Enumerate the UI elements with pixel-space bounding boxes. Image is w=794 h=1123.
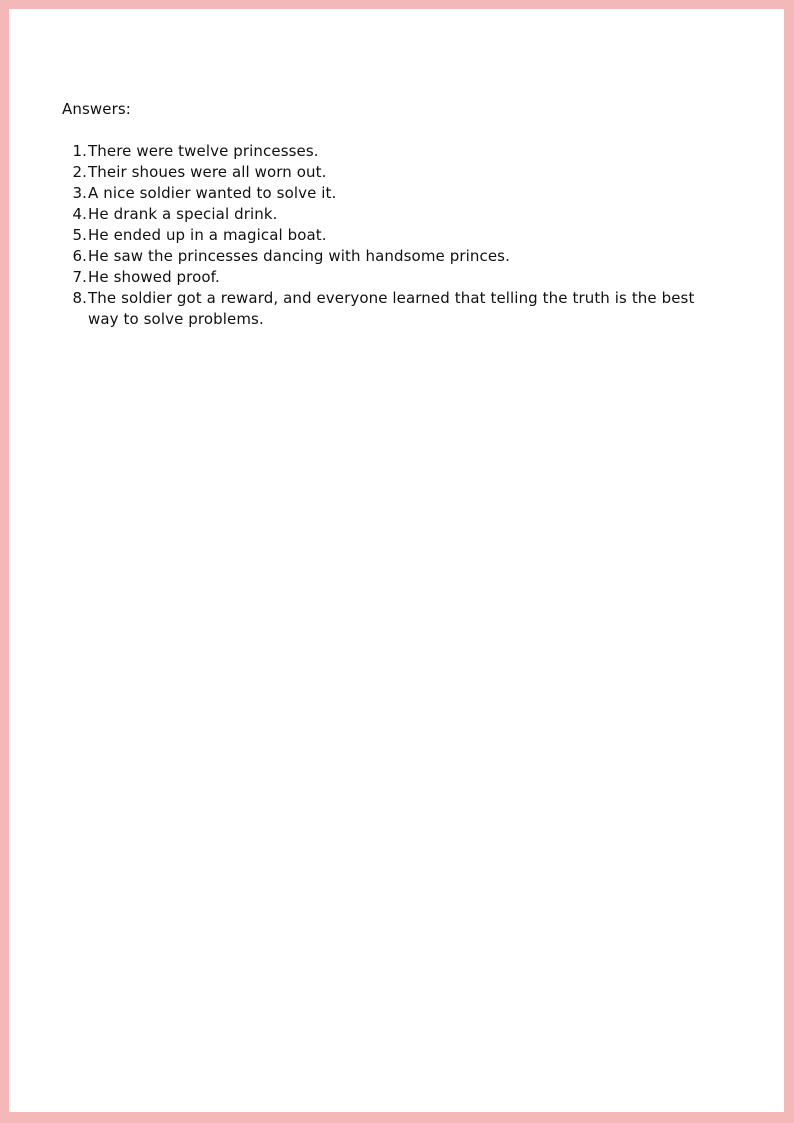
answer-text: He ended up in a magical boat.: [88, 226, 327, 244]
answer-text: Their shoues were all worn out.: [88, 163, 327, 181]
answer-number: 8.: [72, 289, 87, 307]
answer-item-2: [62, 162, 722, 183]
answer-number: 4.: [72, 205, 87, 223]
answer-item-7: [62, 267, 722, 288]
answer-number: 2.: [72, 163, 87, 181]
answers-heading: Answers:: [62, 100, 131, 118]
answers-list: [62, 141, 722, 330]
answer-number: 3.: [72, 184, 87, 202]
answer-number: 5.: [72, 226, 87, 244]
answer-text: He showed proof.: [88, 268, 220, 286]
answer-item-3: [62, 183, 722, 204]
answer-text: There were twelve princesses.: [88, 142, 319, 160]
answer-item-8: [62, 288, 722, 330]
answer-text: A nice soldier wanted to solve it.: [88, 184, 337, 202]
answer-item-1: [62, 141, 722, 162]
answer-text: The soldier got a reward, and everyone learned that telling the truth is the best way to solve problems.: [88, 289, 695, 328]
answer-number: 1.: [72, 142, 87, 160]
answer-number: 7.: [72, 268, 87, 286]
answer-sheet: [9, 9, 784, 1112]
answer-item-6: [62, 246, 722, 267]
answer-number: 6.: [72, 247, 87, 265]
answer-text: He drank a special drink.: [88, 205, 278, 223]
answer-text: He saw the princesses dancing with handsome princes.: [88, 247, 510, 265]
answer-item-4: [62, 204, 722, 225]
answer-item-5: [62, 225, 722, 246]
